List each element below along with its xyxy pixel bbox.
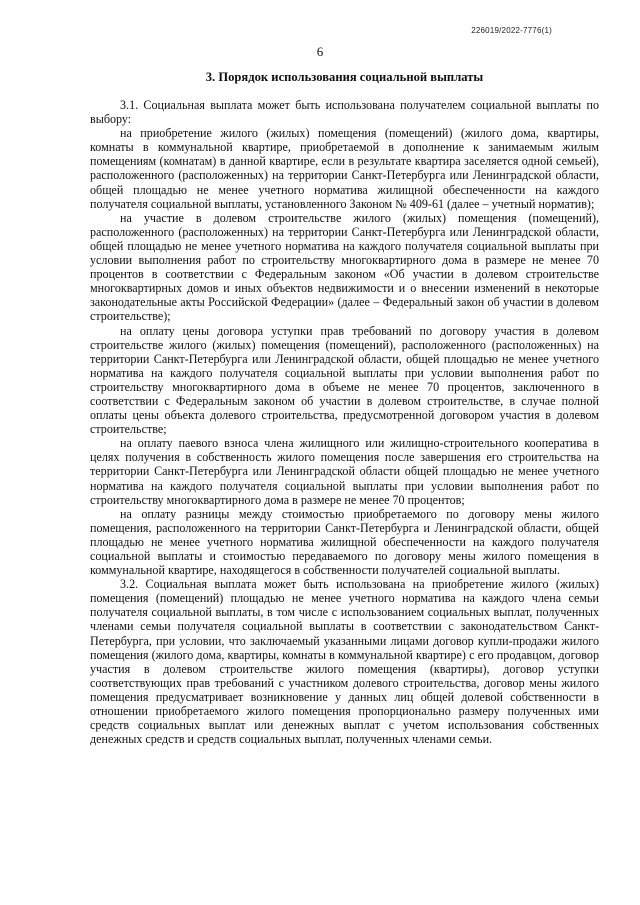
paragraph-shared-construction-option: на участие в долевом строительстве жилого (жилых) помещения (помещений), расположенного (расположенных) на территории Санкт-Петербурга или Ленинградской области, общей площадью не менее учетного норматива на каждого получателя социальной выплаты при условии выполнения работ по строительству многоквартирного дома в размере не менее 70 процентов в соответствии с Федеральным законом «Об участии в долевом строительстве многоквартирных домов и иных объектов недвижимости и о внесении изменений в некоторые законодательные акты Российской Федерации» (далее – Федеральный закон об участии в долевом строительстве); — [90, 210, 599, 324]
document-body — [90, 98, 599, 746]
paragraph-purchase-option: на приобретение жилого (жилых) помещения (помещений) (жилого дома, квартиры, комнаты в коммунальной квартире, приобретаемой в дополнение к занимаемым жилым помещениям (комнатам) в данной квартире, если в результате квартира заселяется одной семьей), расположенного (расположенных) на территории Санкт-Петербурга или Ленинградской области, общей площадью не менее учетного норматива жилищной обеспеченности на каждого получателя социальной выплаты, установленного Законом № 409-61 (далее – учетный норматив); — [90, 126, 599, 211]
page-number: 6 — [316, 44, 324, 59]
paragraph-cooperative-share-option: на оплату паевого взноса члена жилищного или жилищно-строительного кооператива в целях получения в собственность жилого помещения после завершения его строительства на территории Санкт-Петербурга или Ленинградской области общей площадью не менее учетного норматива на каждого получателя социальной выплаты при условии выполнения работ по строительству многоквартирного дома в размере не менее 70 процентов; — [90, 436, 599, 507]
paragraph-assignment-option: на оплату цены договора уступки прав требований по договору участия в долевом строительстве жилого (жилых) помещения (помещений), расположенного (расположенных) на территории Санкт-Петербурга или Ленинградской области, общей площадью не менее учетного норматива на каждого получателя социальной выплаты при условии выполнения работ по строительству многоквартирного дома в объеме не менее 70 процентов, заключенного в соответствии с Федеральным законом об участии в долевом строительстве, в случае полной оплаты цены объекта долевого строительства, предусмотренной договором участия в долевом строительстве; — [90, 323, 599, 437]
paragraph-exchange-difference-option: на оплату разницы между стоимостью приобретаемого по договору мены жилого помещения, расположенного на территории Санкт-Петербурга и Ленинградской области, общей площадью не менее учетного норматива жилищной обеспеченности на каждого получателя социальной выплаты и стоимостью передаваемого по договору мены жилого помещения в коммунальной квартире, находящегося в собственности получателей социальной выплаты. — [90, 506, 599, 578]
document-registration-number: 226019/2022-7776(1) — [471, 26, 552, 35]
paragraph-3-1-intro: 3.1. Социальная выплата может быть использована получателем социальной выплаты по выбору: — [90, 98, 599, 127]
paragraph-3-2: 3.2. Социальная выплата может быть использована на приобретение жилого (жилых) помещения (помещений) площадью не менее учетного норматива на каждого члена семьи получателя социальной выплаты, в том числе с использованием социальных выплат, полученных членами семьи получателя социальной выплаты в соответствии с законодательством Санкт-Петербурга, при условии, что заключаемый указанными лицами договор купли-продажи жилого помещения (жилого дома, квартиры, комнаты в коммунальной квартире) с его продавцом, договор участия в долевом строительстве жилого помещения (квартиры), договор уступки соответствующих прав требований с участником долевого строительства, договор мены жилого помещения предусматривает возникновение у данных лиц общей долевой собственности в отношении приобретаемого жилого помещения пропорционально размеру полученных ими средств социальных выплат или денежных выплат с учетом использования собственных денежных средств и средств социальных выплат, полученных членами семьи. — [90, 577, 599, 747]
section-title: 3. Порядок использования социальной выплаты — [205, 70, 484, 84]
